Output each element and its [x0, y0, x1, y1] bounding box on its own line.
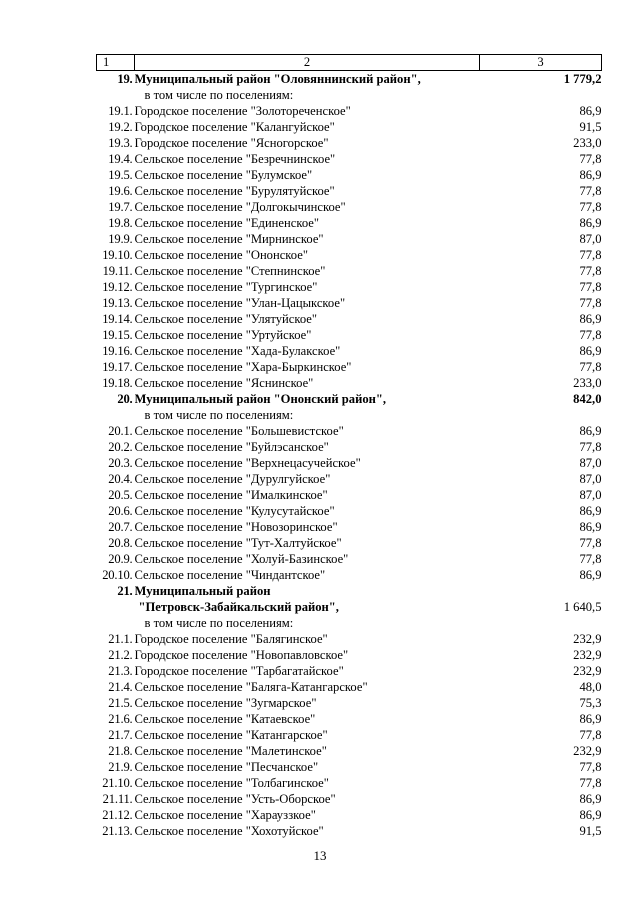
row-number: 19.11.: [102, 264, 133, 278]
table-row: [97, 215, 602, 231]
allocation-table: [96, 54, 602, 839]
table-row: [97, 295, 602, 311]
row-name: Сельское поселение "Бурулятуйское": [134, 184, 335, 198]
table-row: [97, 343, 602, 359]
subheading-row: [97, 615, 602, 631]
table-row: [97, 263, 602, 279]
row-name: Городское поселение "Ясногорское": [134, 136, 329, 150]
row-value: 91,5: [579, 120, 602, 134]
row-value: 86,9: [579, 808, 602, 822]
table-row: [97, 759, 602, 775]
table-row: [97, 647, 602, 663]
row-value: 1 779,2: [563, 72, 602, 86]
row-name: Сельское поселение "Улятуйское": [134, 312, 318, 326]
row-value: 86,9: [579, 792, 602, 806]
row-name: Сельское поселение "Песчанское": [134, 760, 319, 774]
row-value: 232,9: [573, 648, 602, 662]
table-row: [97, 471, 602, 487]
section-row: [97, 583, 602, 599]
row-number: 21.13.: [102, 824, 133, 838]
table-row: [97, 503, 602, 519]
table-row: [97, 743, 602, 759]
row-value: 77,8: [579, 200, 602, 214]
table-row: [97, 679, 602, 695]
row-value: 1 640,5: [563, 600, 602, 614]
row-name: Сельское поселение "Дурулгуйское": [134, 472, 331, 486]
row-number: 19.12.: [102, 280, 133, 294]
table-row: [97, 231, 602, 247]
table-row: [97, 167, 602, 183]
row-value: 77,8: [579, 280, 602, 294]
table-row: [97, 775, 602, 791]
row-number: 21.12.: [102, 808, 133, 822]
row-name: Сельское поселение "Яснинское": [134, 376, 314, 390]
row-number: 19.16.: [102, 344, 133, 358]
row-number: 21.2.: [108, 648, 133, 662]
table-row: [97, 711, 602, 727]
row-value: 77,8: [579, 536, 602, 550]
row-name: Сельское поселение "Степнинское": [134, 264, 326, 278]
row-number: 21.3.: [108, 664, 133, 678]
row-value: [480, 583, 602, 599]
row-number: 19.: [117, 72, 133, 86]
row-value: 86,9: [579, 216, 602, 230]
table-row: [97, 455, 602, 471]
row-number: 20.: [117, 392, 133, 406]
row-value: 86,9: [579, 168, 602, 182]
row-value: 77,8: [579, 296, 602, 310]
row-value: [480, 87, 602, 103]
row-number: 19.10.: [102, 248, 133, 262]
row-number: 20.4.: [108, 472, 133, 486]
row-value: 233,0: [573, 136, 602, 150]
row-name: Сельское поселение "Долгокычинское": [134, 200, 346, 214]
table-row: [97, 311, 602, 327]
subheading-row: [97, 87, 602, 103]
table-header-row: [97, 55, 602, 71]
row-number: 20.9.: [108, 552, 133, 566]
row-name: Сельское поселение "Харауззкое": [134, 808, 316, 822]
row-value: 232,9: [573, 664, 602, 678]
row-name: Сельское поселение "Баляга-Катангарское": [134, 680, 368, 694]
row-value: 77,8: [579, 184, 602, 198]
row-number: 20.8.: [108, 536, 133, 550]
row-value: 77,8: [579, 152, 602, 166]
page-number: 13: [313, 848, 327, 863]
row-number: 19.17.: [102, 360, 133, 374]
row-value: 87,0: [579, 456, 602, 470]
row-name: Сельское поселение "Чиндантское": [134, 568, 326, 582]
table-row: [97, 727, 602, 743]
row-name: Сельское поселение "Усть-Оборское": [134, 792, 336, 806]
row-number: 19.6.: [108, 184, 133, 198]
row-value: 87,0: [579, 472, 602, 486]
row-number: [97, 615, 135, 631]
row-name: "Петровск-Забайкальский район",: [138, 600, 339, 614]
row-name: Городское поселение "Балягинское": [134, 632, 328, 646]
table-row: [97, 247, 602, 263]
row-number: 21.7.: [108, 728, 133, 742]
row-value: 75,3: [579, 696, 602, 710]
table-row: [97, 551, 602, 567]
subheading-row: [97, 599, 602, 615]
row-name: Сельское поселение "Кулусутайское": [134, 504, 335, 518]
row-number: 19.9.: [108, 232, 133, 246]
row-value: 87,0: [579, 232, 602, 246]
table-row: [97, 359, 602, 375]
row-number: 19.3.: [108, 136, 133, 150]
row-name: Городское поселение "Тарбагатайское": [134, 664, 344, 678]
row-number: 19.7.: [108, 200, 133, 214]
row-number: 19.8.: [108, 216, 133, 230]
row-name: Муниципальный район: [134, 584, 271, 598]
row-value: 86,9: [579, 568, 602, 582]
row-value: 86,9: [579, 520, 602, 534]
table-row: [97, 791, 602, 807]
row-number: 21.8.: [108, 744, 133, 758]
table-row: [97, 823, 602, 839]
table-row: [97, 103, 602, 119]
row-name: Сельское поселение "Уртуйское": [134, 328, 312, 342]
row-name: Городское поселение "Калангуйское": [134, 120, 335, 134]
row-number: 19.2.: [108, 120, 133, 134]
row-name: Сельское поселение "Толбагинское": [134, 776, 329, 790]
row-number: 20.7.: [108, 520, 133, 534]
row-name: в том числе по поселениям:: [144, 408, 294, 422]
table-row: [97, 567, 602, 583]
row-name: Сельское поселение "Тут-Халтуйское": [134, 536, 342, 550]
row-name: Сельское поселение "Буйлэсанское": [134, 440, 329, 454]
table-row: [97, 279, 602, 295]
row-name: Сельское поселение "Малетинское": [134, 744, 327, 758]
table-row: [97, 151, 602, 167]
row-value: 77,8: [579, 728, 602, 742]
row-number: [97, 87, 135, 103]
row-name: Муниципальный район "Оловяннинский район",: [134, 72, 421, 86]
row-name: Сельское поселение "Улан-Цацыкское": [134, 296, 346, 310]
subheading-row: [97, 407, 602, 423]
row-name: Сельское поселение "Хара-Быркинское": [134, 360, 352, 374]
row-name: Сельское поселение "Ононское": [134, 248, 308, 262]
column-header-2: 2: [135, 55, 480, 71]
row-number: 20.10.: [102, 568, 133, 582]
table-row: [97, 535, 602, 551]
row-value: 77,8: [579, 440, 602, 454]
table-row: [97, 423, 602, 439]
row-value: 77,8: [579, 248, 602, 262]
table-row: [97, 199, 602, 215]
row-value: 86,9: [579, 424, 602, 438]
row-name: в том числе по поселениям:: [144, 616, 294, 630]
row-value: 86,9: [579, 504, 602, 518]
table-row: [97, 631, 602, 647]
row-name: Сельское поселение "Зугмарское": [134, 696, 317, 710]
row-name: Сельское поселение "Верхнецасучейское": [134, 456, 361, 470]
row-value: 77,8: [579, 760, 602, 774]
row-number: 19.15.: [102, 328, 133, 342]
column-header-1: 1: [97, 55, 135, 71]
row-number: [97, 599, 135, 615]
row-number: 21.9.: [108, 760, 133, 774]
row-value: 91,5: [579, 824, 602, 838]
table-row: [97, 487, 602, 503]
row-number: 20.1.: [108, 424, 133, 438]
table-row: [97, 327, 602, 343]
row-name: Сельское поселение "Мирнинское": [134, 232, 324, 246]
row-value: 842,0: [573, 392, 602, 406]
row-name: Городское поселение "Новопавловское": [134, 648, 349, 662]
row-name: Муниципальный район "Ононский район",: [134, 392, 387, 406]
row-number: 19.14.: [102, 312, 133, 326]
table-row: [97, 119, 602, 135]
row-name: Городское поселение "Золотореченское": [134, 104, 351, 118]
row-name: Сельское поселение "Хада-Булакское": [134, 344, 341, 358]
section-row: [97, 391, 602, 407]
row-number: 20.3.: [108, 456, 133, 470]
row-number: 20.6.: [108, 504, 133, 518]
row-value: [480, 407, 602, 423]
row-value: 86,9: [579, 312, 602, 326]
row-number: 19.4.: [108, 152, 133, 166]
row-name: Сельское поселение "Тургинское": [134, 280, 318, 294]
row-number: [97, 407, 135, 423]
table-row: [97, 807, 602, 823]
row-number: 21.10.: [102, 776, 133, 790]
row-value: 86,9: [579, 712, 602, 726]
row-name: Сельское поселение "Новозоринское": [134, 520, 338, 534]
section-row: [97, 71, 602, 88]
row-name: Сельское поселение "Безречнинское": [134, 152, 336, 166]
row-number: 21.1.: [108, 632, 133, 646]
row-value: 77,8: [579, 328, 602, 342]
row-number: 19.1.: [108, 104, 133, 118]
row-value: 233,0: [573, 376, 602, 390]
row-name: Сельское поселение "Большевистское": [134, 424, 344, 438]
row-number: 19.13.: [102, 296, 133, 310]
row-number: 21.11.: [102, 792, 133, 806]
row-value: 232,9: [573, 632, 602, 646]
row-number: 20.5.: [108, 488, 133, 502]
row-value: 77,8: [579, 552, 602, 566]
table-row: [97, 135, 602, 151]
row-value: 232,9: [573, 744, 602, 758]
row-name: Сельское поселение "Хохотуйское": [134, 824, 324, 838]
row-number: 19.5.: [108, 168, 133, 182]
table-row: [97, 695, 602, 711]
row-name: Сельское поселение "Единенское": [134, 216, 320, 230]
row-value: 86,9: [579, 344, 602, 358]
row-value: 86,9: [579, 104, 602, 118]
row-name: в том числе по поселениям:: [144, 88, 294, 102]
table-row: [97, 375, 602, 391]
row-value: 77,8: [579, 776, 602, 790]
row-number: 19.18.: [102, 376, 133, 390]
row-number: 21.: [117, 584, 133, 598]
row-name: Сельское поселение "Катаевское": [134, 712, 316, 726]
row-number: 21.5.: [108, 696, 133, 710]
row-number: 21.4.: [108, 680, 133, 694]
row-name: Сельское поселение "Холуй-Базинское": [134, 552, 349, 566]
row-value: 87,0: [579, 488, 602, 502]
row-name: Сельское поселение "Булумское": [134, 168, 313, 182]
row-name: Сельское поселение "Ималкинское": [134, 488, 328, 502]
row-value: 77,8: [579, 360, 602, 374]
row-value: [480, 615, 602, 631]
row-number: 21.6.: [108, 712, 133, 726]
row-name: Сельское поселение "Катангарское": [134, 728, 328, 742]
column-header-3: 3: [480, 55, 602, 71]
table-row: [97, 439, 602, 455]
row-value: 48,0: [579, 680, 602, 694]
table-row: [97, 663, 602, 679]
table-row: [97, 183, 602, 199]
row-number: 20.2.: [108, 440, 133, 454]
row-value: 77,8: [579, 264, 602, 278]
table-row: [97, 519, 602, 535]
